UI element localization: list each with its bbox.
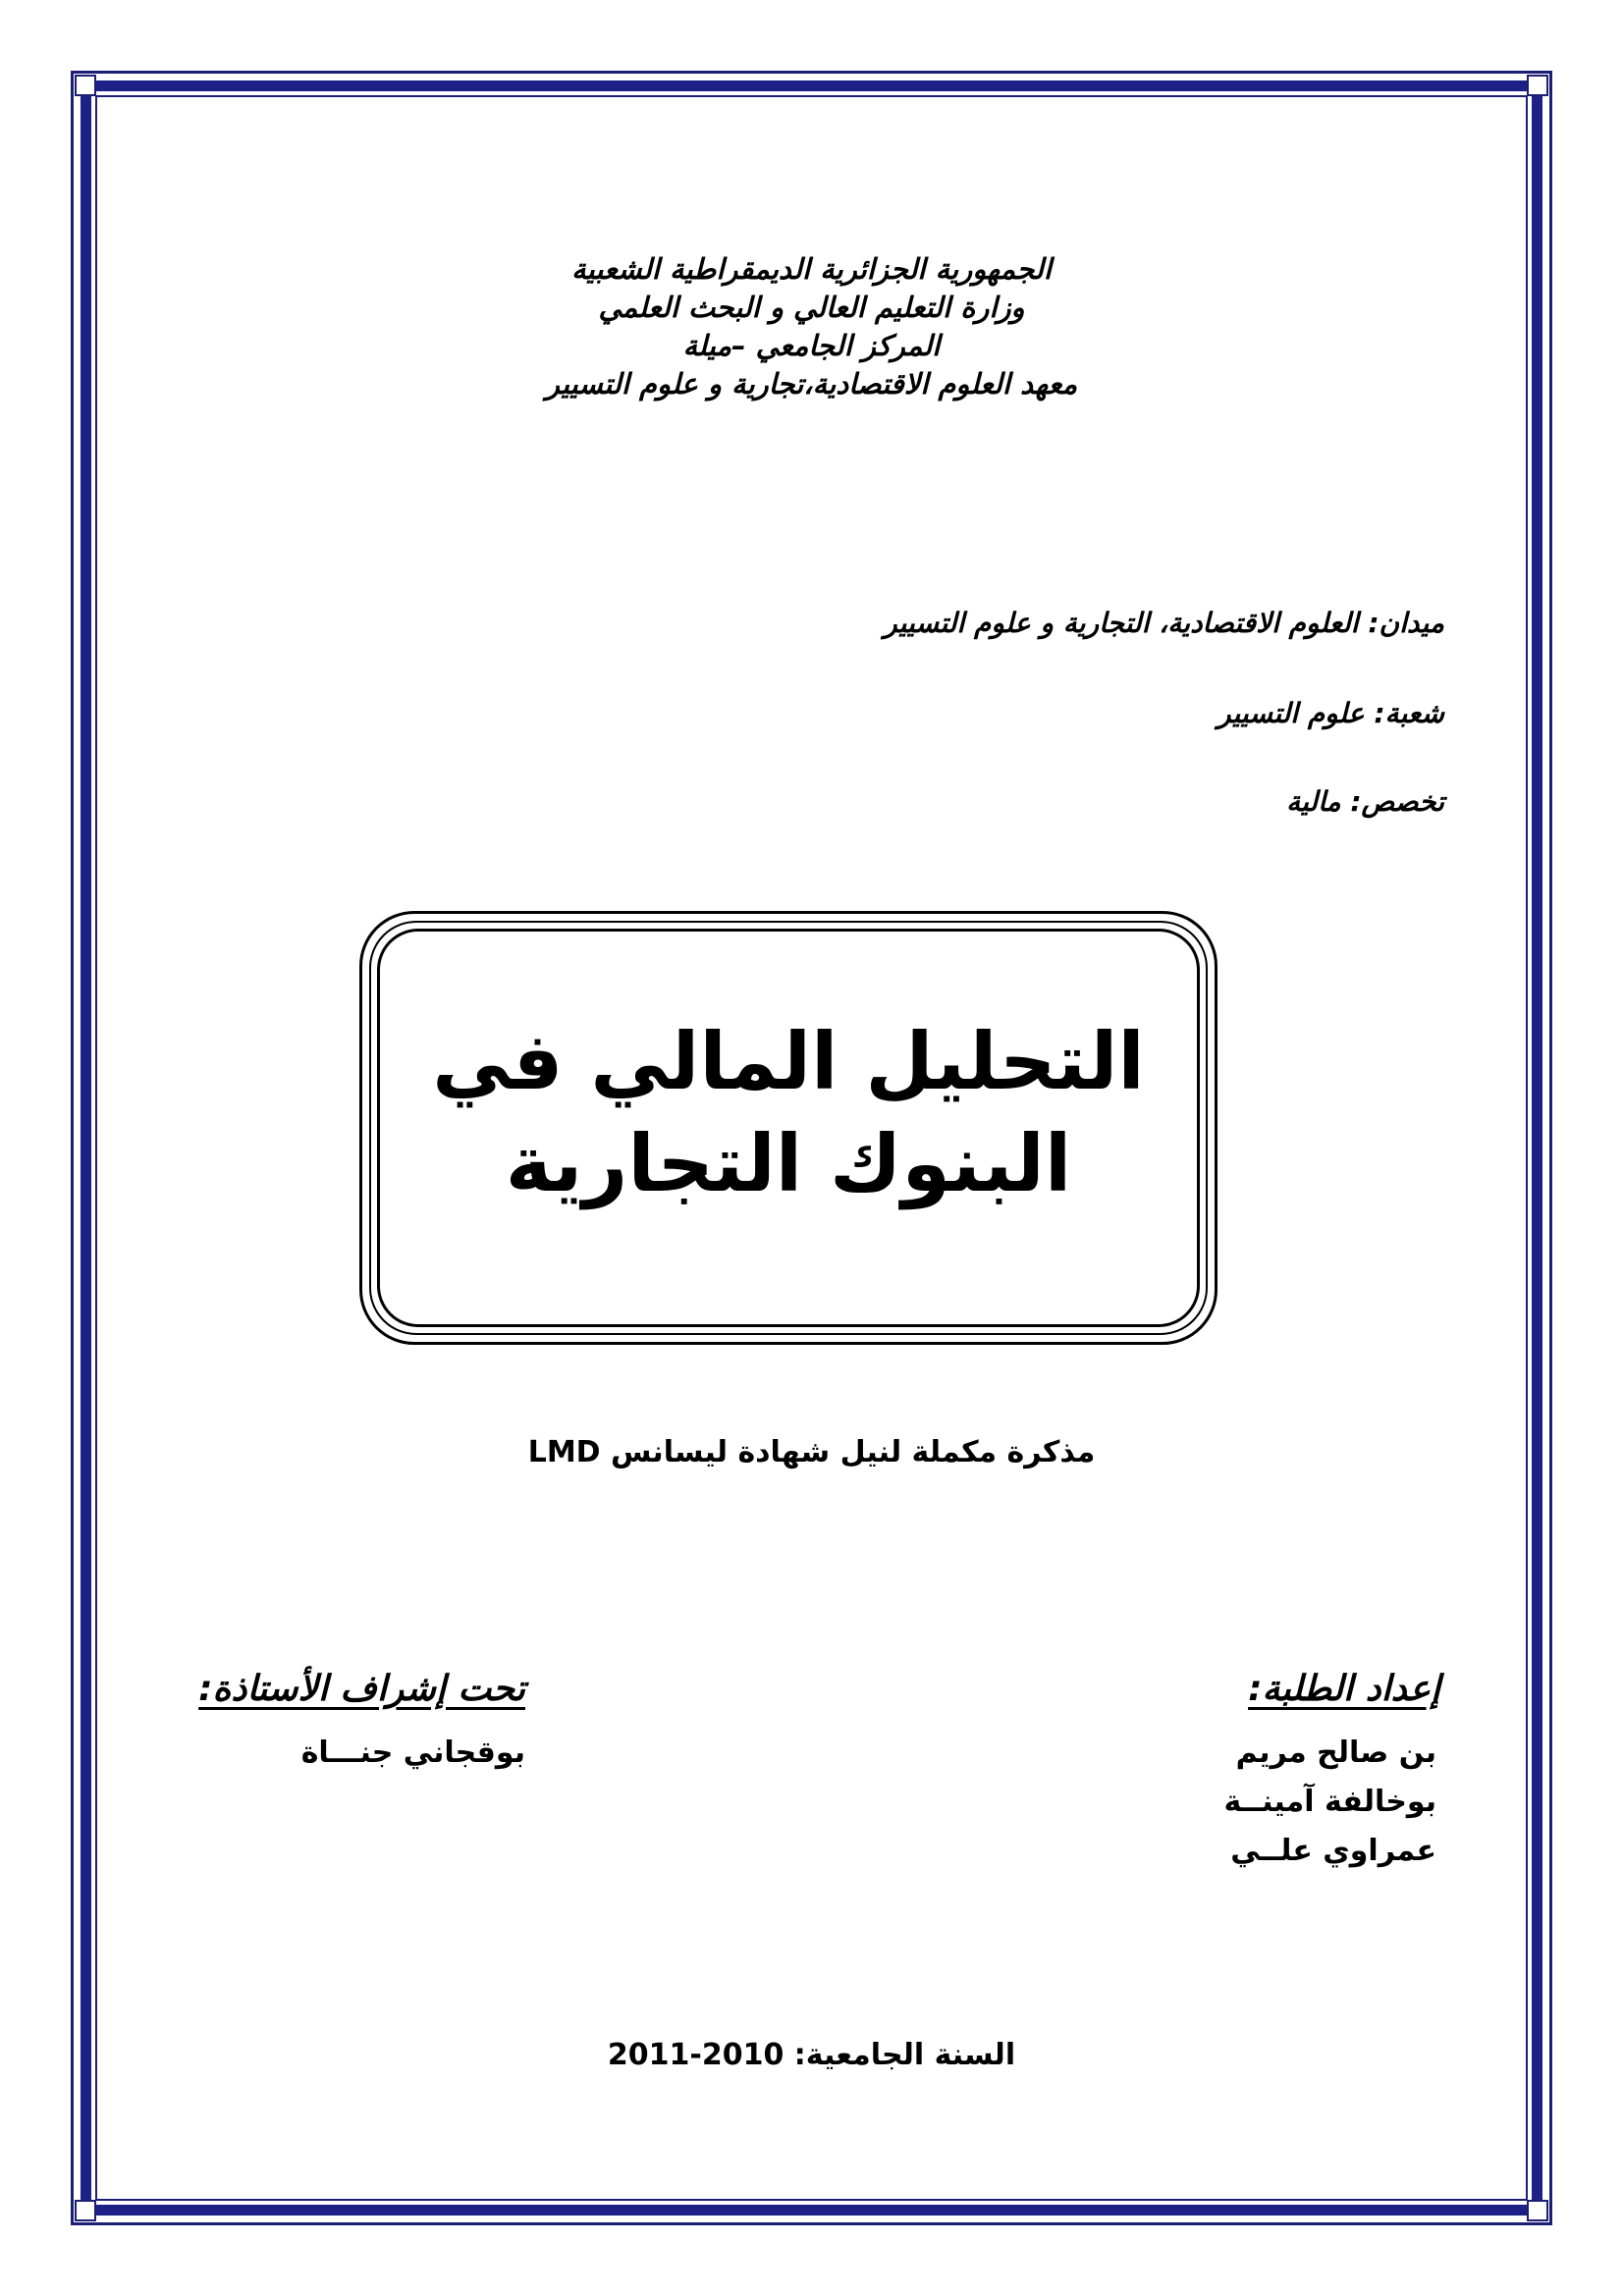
institution-header — [0, 250, 1623, 403]
header-university-center: المركز الجامعي –ميلة — [682, 329, 941, 362]
supervisor-heading: تحت إشراف الأستاذة: — [198, 1669, 525, 1709]
student-name: عمراوي علــي — [1230, 1834, 1436, 1868]
header-republic: الجمهورية الجزائرية الديمقراطية الشعبية — [571, 252, 1052, 286]
header-ministry: وزارة التعليم العالي و البحث العلمي — [598, 291, 1025, 324]
certificate-statement: مذكرة مكملة لنيل شهادة ليسانس LMD — [527, 1435, 1096, 1469]
academic-year: السنة الجامعية: 2010-2011 — [607, 2038, 1016, 2072]
students-heading: إعداد الطلبة: — [1248, 1669, 1440, 1709]
thesis-title-line1: التحليل المالي في — [432, 1016, 1145, 1107]
student-name: بوخالفة آمينــة — [1223, 1785, 1436, 1819]
border-corner-top-left — [75, 75, 96, 96]
border-corner-bottom-right — [1527, 2200, 1548, 2221]
thesis-title-line2: البنوك التجارية — [505, 1118, 1072, 1209]
student-name: بن صالح مريم — [1235, 1735, 1436, 1770]
thesis-title — [377, 1011, 1200, 1215]
border-corner-bottom-left — [75, 2200, 96, 2221]
border-corner-top-right — [1527, 75, 1548, 96]
field-domain: ميدان: العلوم الاقتصادية، التجارية و علوم التسيير — [884, 607, 1444, 639]
field-branch: شعبة: علوم التسيير — [1217, 697, 1444, 729]
field-specialty: تخصص: مالية — [1286, 785, 1444, 818]
supervisor-name: بوقجاني جنـــاة — [300, 1735, 525, 1770]
header-institute: معهد العلوم الاقتصادية،تجارية و علوم التسيير — [545, 367, 1078, 400]
